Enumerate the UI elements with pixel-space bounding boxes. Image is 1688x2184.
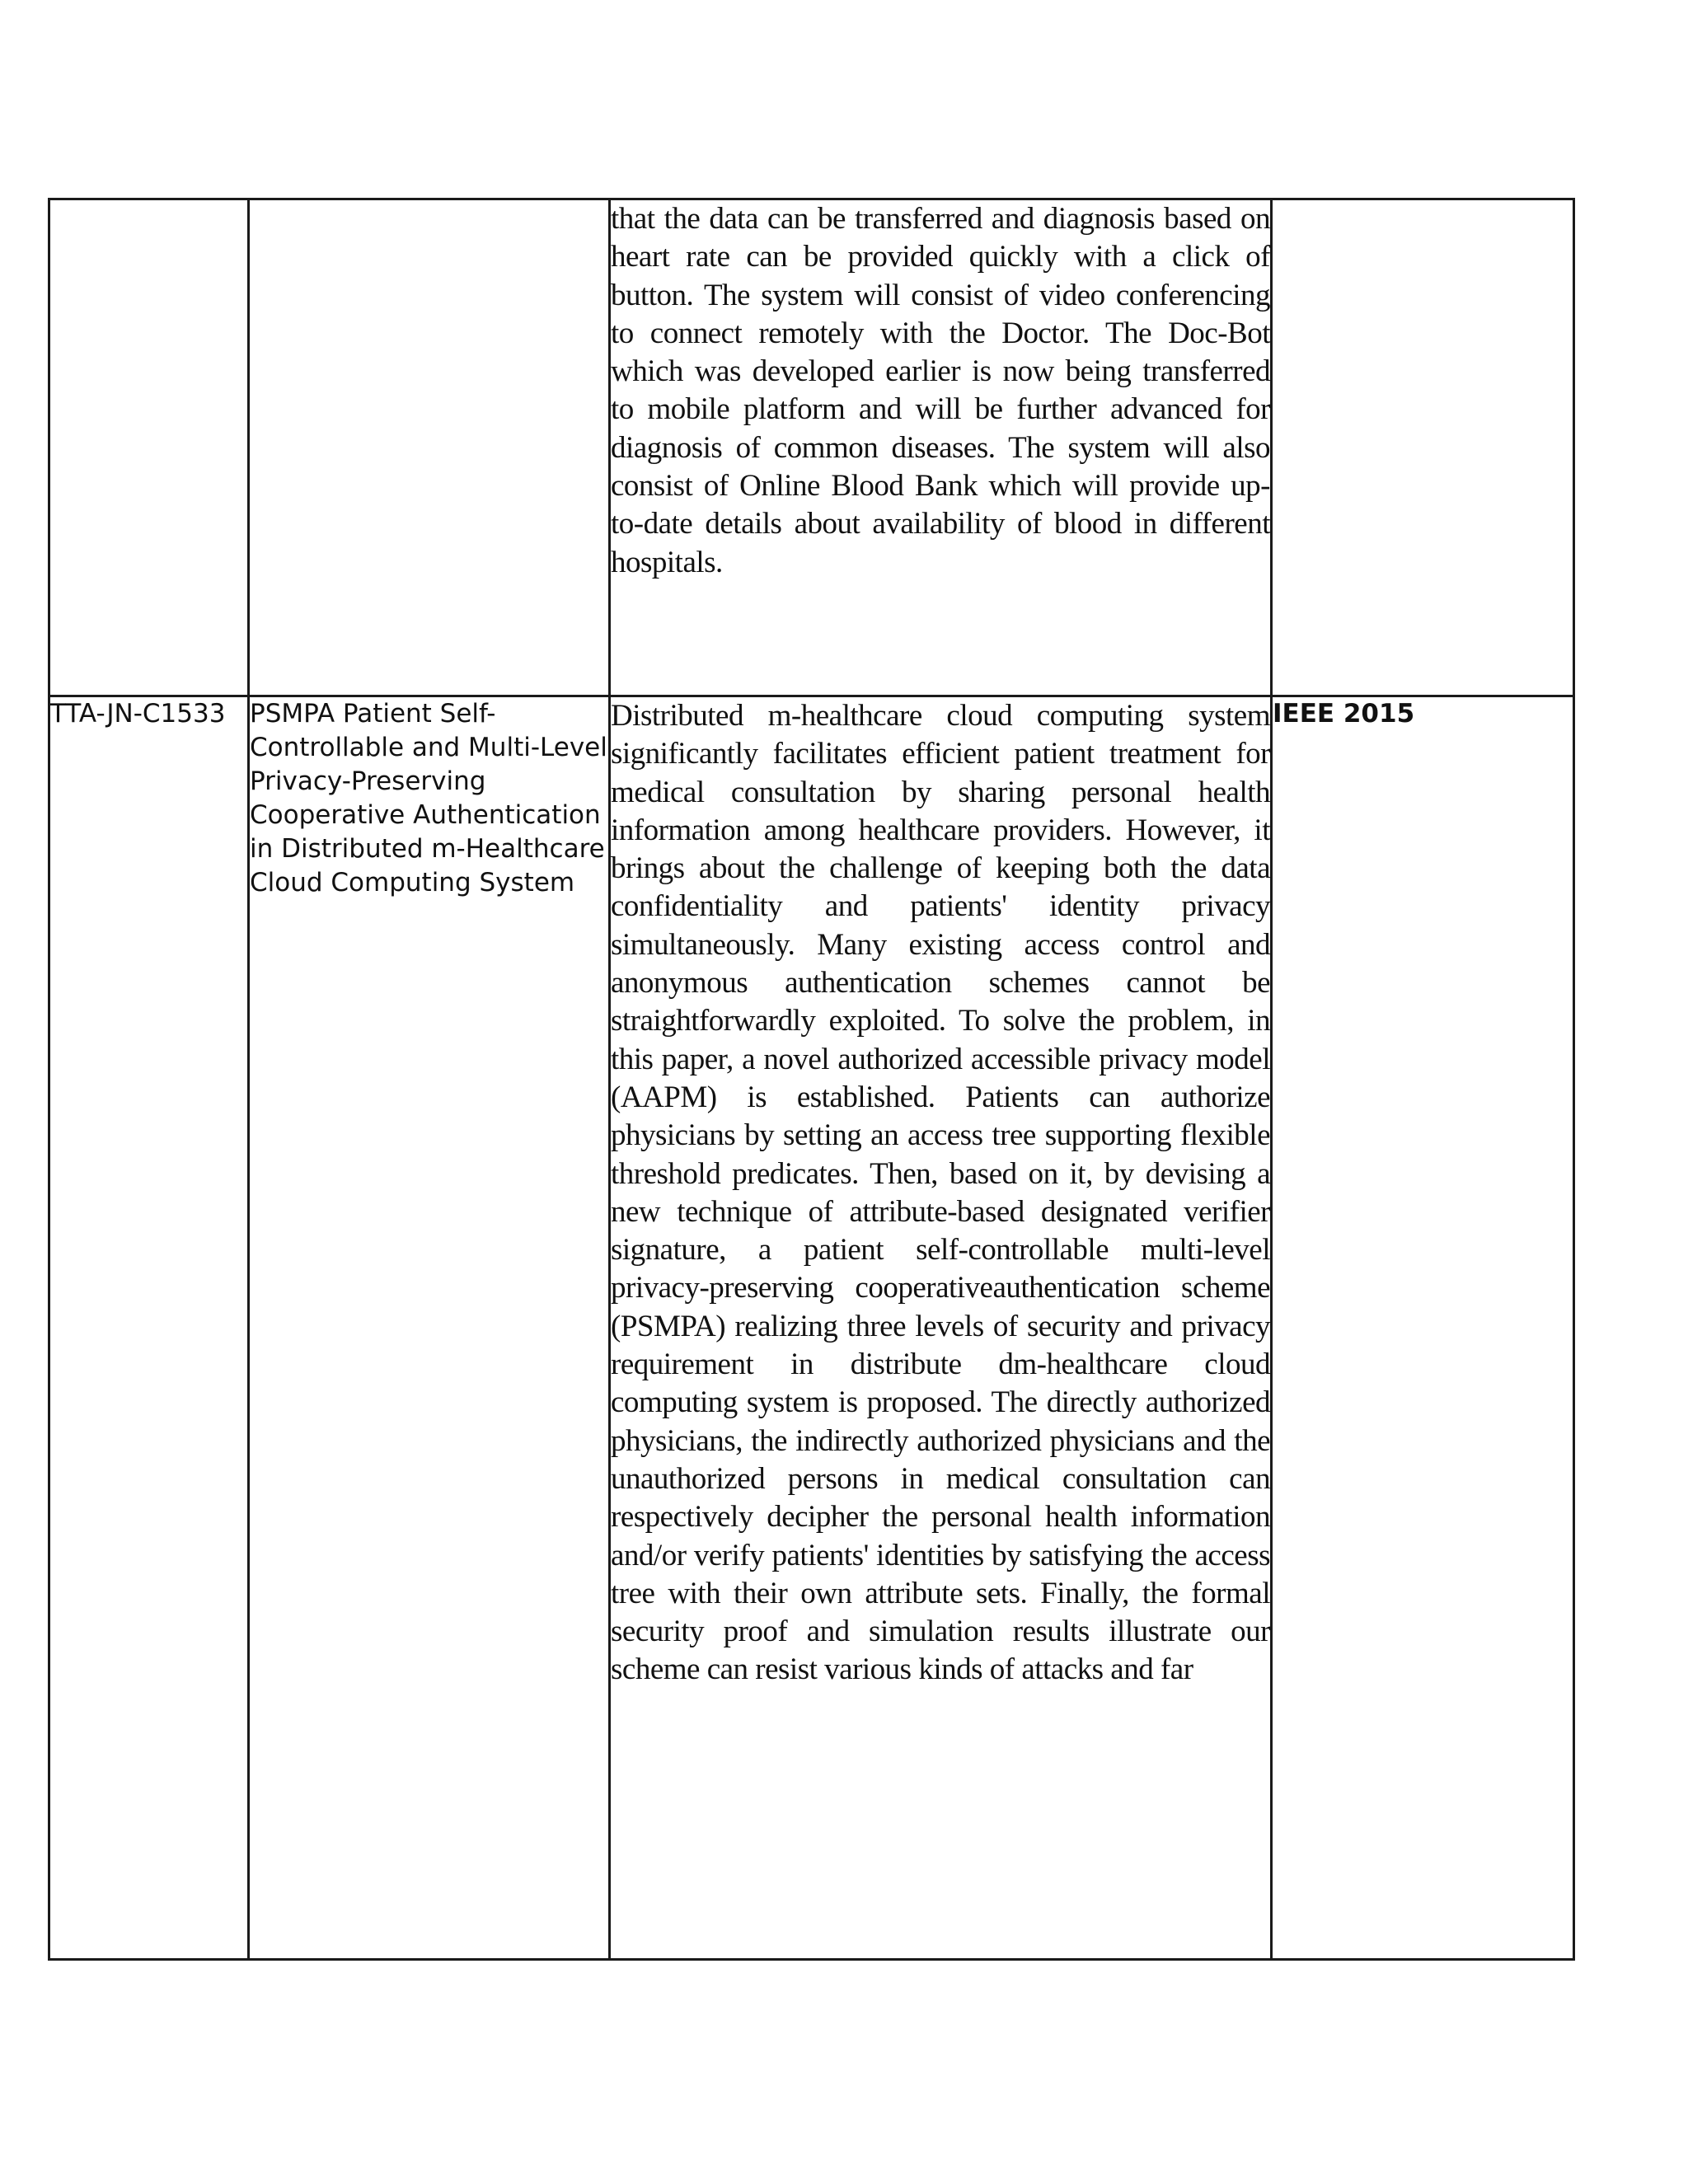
source-cell: IEEE 2015 [1272,696,1574,1960]
project-id-cell: TTA-JN-C1533 [49,696,249,1960]
projects-table [48,198,1575,1961]
table-row [49,696,1574,1960]
abstract-cell: Distributed m-healthcare cloud computing system significantly facilitates efficient patient treatment for medical consultation by sharing personal health information among healthcare providers. However, it brings about the challenge of keeping both the data confidentiality and patients' identity privacy simultaneously. Many existing access control and anonymous authentication schemes cannot be straightforwardly exploited. To solve the problem, in this paper, a novel authorized accessible privacy model (AAPM) is established. Patients can authorize physicians by setting an access tree supporting flexible threshold predicates. Then, based on it, by devising a new technique of attribute-based designated verifier signature, a patient self-controllable multi-level privacy-preserving cooperativeauthentication scheme (PSMPA) realizing three levels of security and privacy requirement in distribute dm-healthcare cloud computing system is proposed. The directly authorized physicians, the indirectly authorized physicians and the unauthorized persons in medical consultation can respectively decipher the personal health information and/or verify patients' identities by satisfying the access tree with their own attribute sets. Finally, the formal security proof and simulation results illustrate our scheme can resist various kinds of attacks and far [610,696,1272,1960]
abstract-cell: that the data can be transferred and diagnosis based on heart rate can be provided quickly with a click of button. The system will consist of video conferencing to connect remotely with the Doctor. The Doc-Bot which was developed earlier is now being transferred to mobile platform and will be further advanced for diagnosis of common diseases. The system will also consist of Online Blood Bank which will provide up-to-date details about availability of blood in different hospitals. [610,199,1272,696]
project-title-cell [249,199,610,696]
project-title-cell: PSMPA Patient Self-Controllable and Multi-Level Privacy-Preserving Cooperative Authentication in Distributed m-Healthcare Cloud Computing System [249,696,610,1960]
source-cell [1272,199,1574,696]
table-row [49,199,1574,696]
project-id-cell [49,199,249,696]
